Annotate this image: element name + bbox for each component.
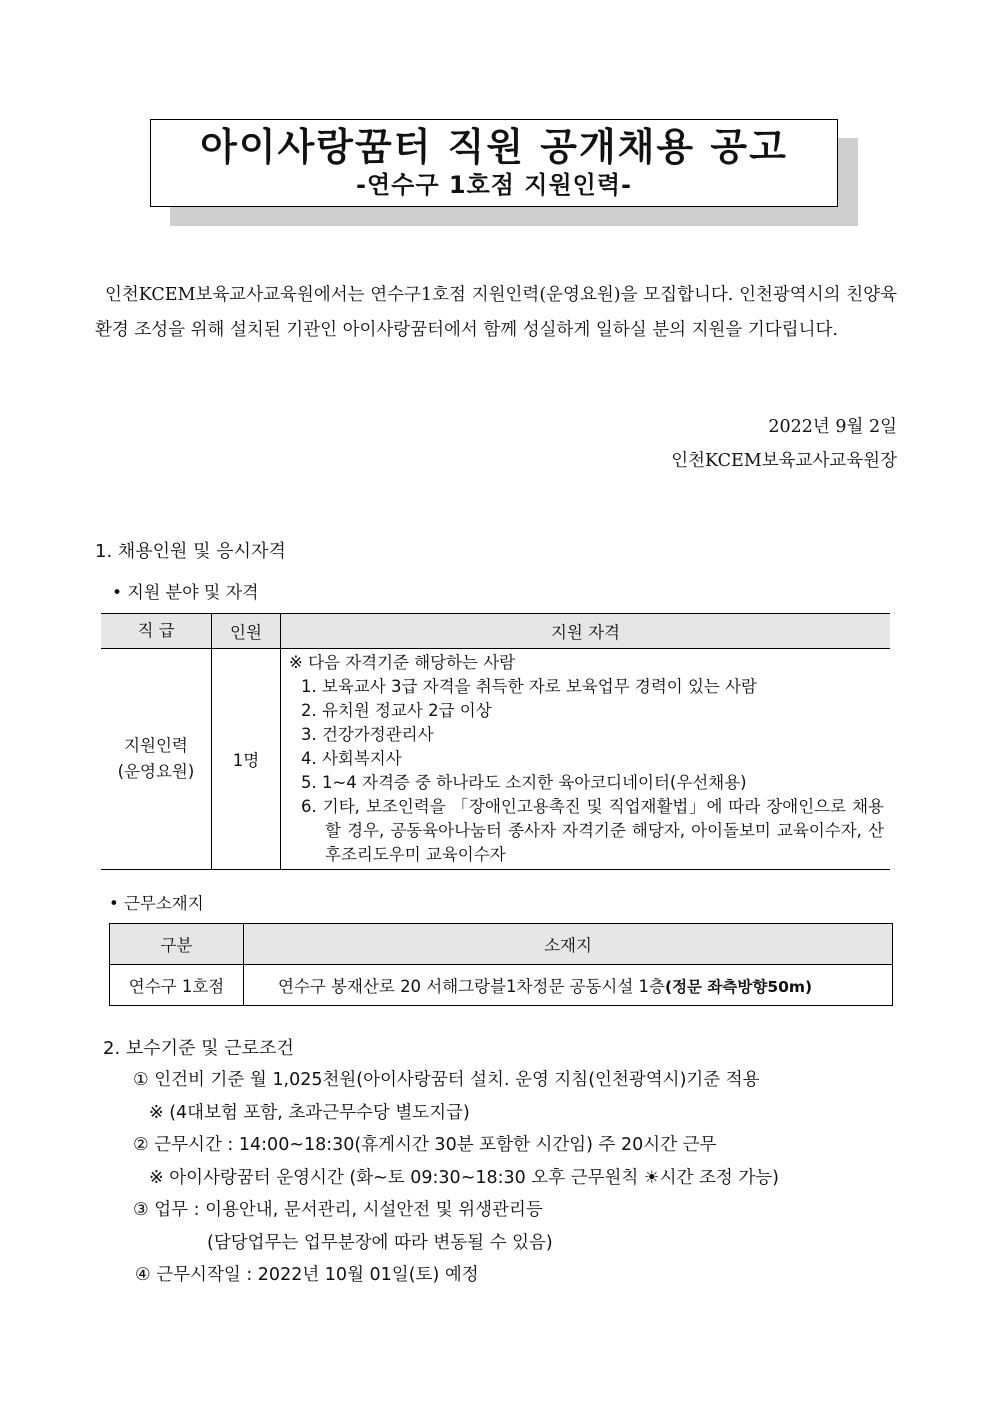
issue-date: 2022년 9월 2일 — [768, 417, 897, 437]
address-note: (정문 좌측방향50m) — [665, 978, 813, 996]
section1-bullet-qualifications: • 지원 분야 및 자격 — [112, 583, 259, 603]
issuer-name: 인천KCEM보육교사교육원장 — [671, 451, 897, 471]
header-division: 구분 — [110, 924, 244, 965]
cell-address — [244, 965, 893, 1006]
header-qualification: 지원 자격 — [281, 614, 891, 649]
page-title: 아이사랑꿈터 직원 공개채용 공고 — [200, 125, 788, 169]
condition-line: (담당업무는 업무분장에 따라 변동될 수 있음) — [207, 1232, 553, 1253]
list-item: 5. 1~4 자격증 중 하나라도 소지한 육아코디네이터(우선채용) — [301, 773, 747, 792]
page-subtitle: -연수구 1호점 지원인력- — [356, 171, 632, 199]
table-header-row — [101, 614, 890, 649]
qualification-table — [101, 613, 890, 870]
condition-line: ※ 아이사랑꿈터 운영시간 (화~토 09:30~18:30 오후 근무원칙 ☀시간 조정 가능) — [149, 1167, 779, 1188]
cell-branch: 연수구 1호점 — [110, 965, 244, 1006]
position-line2: (운영요원) — [117, 762, 195, 781]
list-item: 4. 사회복지사 — [301, 749, 402, 768]
cell-count: 1명 — [212, 649, 281, 870]
location-table — [109, 923, 893, 1006]
working-conditions — [133, 1064, 779, 1292]
condition-line: ※ (4대보험 포함, 초과근무수당 별도지급) — [149, 1102, 470, 1123]
position-line1: 지원인력 — [124, 736, 188, 755]
intro-text: 인천KCEM보육교사교육원에서는 연수구1호점 지원인력(운영요원)을 모집합니다. 인천광역시의 친양육환경 조성을 위해 설치된 기관인 아이사랑꿈터에서 함께 성실하게 일하실 분의 지원을 기다립니다. — [95, 285, 897, 340]
list-item: 3. 건강가정관리사 — [301, 725, 434, 744]
condition-line: ③ 업무 : 이용안내, 문서관리, 시설안전 및 위생관리등 — [133, 1200, 543, 1220]
qualification-note: ※ 다음 자격기준 해당하는 사람 — [289, 653, 516, 672]
table-row — [110, 965, 893, 1006]
table-header-row — [110, 924, 893, 965]
condition-line: ② 근무시간 : 14:00~18:30(휴게시간 30분 포함한 시간임) 주 20시간 근무 — [133, 1135, 717, 1155]
address-text: 연수구 봉재산로 20 서해그랑블1차정문 공동시설 1층 — [278, 977, 665, 996]
list-item: 1. 보육교사 3급 자격을 취득한 자로 보육업무 경력이 있는 사람 — [301, 677, 757, 696]
intro-paragraph — [95, 278, 897, 348]
table-row — [101, 649, 890, 870]
header-address: 소재지 — [244, 924, 893, 965]
qualification-list — [289, 675, 884, 867]
header-count: 인원 — [212, 614, 281, 649]
list-item: 2. 유치원 정교사 2급 이상 — [301, 701, 492, 720]
condition-line: ④ 근무시작일 : 2022년 10월 01일(토) 예정 — [135, 1265, 479, 1285]
issue-block — [671, 410, 897, 478]
title-box — [150, 119, 838, 207]
section1-bullet-location: • 근무소재지 — [109, 894, 204, 913]
condition-line: ① 인건비 기준 월 1,025천원(아이사랑꿈터 설치. 운영 지침(인천광역시)기준 적용 — [133, 1070, 760, 1090]
header-position: 직 급 — [101, 614, 212, 649]
section1-title: 1. 채용인원 및 응시자격 — [95, 541, 286, 562]
section2-title: 2. 보수기준 및 근로조건 — [103, 1038, 294, 1059]
cell-position — [101, 649, 212, 870]
cell-qualification — [281, 649, 891, 870]
list-item: 6. 기타, 보조인력을 「장애인고용촉진 및 직업재활법」에 따라 장애인으로 채용할 경우, 공동육아나눔터 종사자 자격기준 해당자, 아이돌보미 교육이수자, 산후조리도우미 교육이수자 — [301, 797, 884, 864]
